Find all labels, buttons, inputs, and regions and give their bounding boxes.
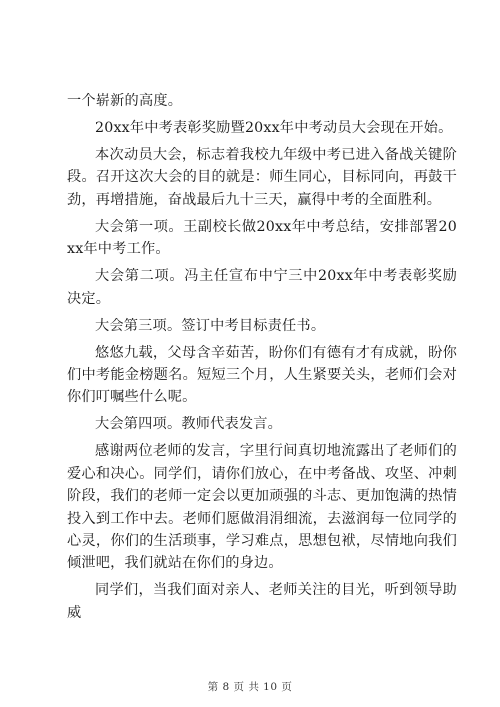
paragraph: 大会第二项。冯主任宣布中宁三中20xx年中考表彰奖励决定。 xyxy=(67,268,457,307)
paragraph: 同学们，当我们面对亲人、老师关注的目光，听到领导助威 xyxy=(67,582,457,621)
paragraph: 感谢两位老师的发言，字里行间真切地流露出了老师们的爱心和决心。同学们，请你们放心，在中考备战、攻坚、冲刺阶段，我们的老师一定会以更加顽强的斗志、更加饱满的热情投入到工作中去。老师们愿做涓涓细流，去滋润每一位同学的心灵，你们的生活琐事，学习难点，思想包袱，尽情地向我们倾泄吧，我们就站在你们的身边。 xyxy=(67,443,457,572)
paragraph: 本次动员大会，标志着我校九年级中考已进入备战关键阶段。召开这次大会的目的就是：师生同心，目标同向，再鼓干劲，再增措施，奋战最后九十三天，赢得中考的全面胜利。 xyxy=(67,147,457,208)
paragraph: 悠悠九载，父母含辛茹苦，盼你们有德有才有成就，盼你们中考能金榜题名。短短三个月，人生紧要关头，老师们会对你们叮嘱些什么呢。 xyxy=(67,344,457,406)
page-footer: 第 8 页 共 10 页 xyxy=(207,681,293,693)
document-body xyxy=(67,90,457,624)
paragraph: 20xx年中考表彰奖励暨20xx年中考动员大会现在开始。 xyxy=(95,120,453,136)
paragraph: 大会第一项。王副校长做20xx年中考总结，安排部署20xx年中考工作。 xyxy=(67,218,457,258)
paragraph: 大会第四项。教师代表发言。 xyxy=(95,416,283,433)
paragraph: 大会第三项。签订中考目标责任书。 xyxy=(95,317,326,334)
paragraph: 一个崭新的高度。 xyxy=(67,93,183,109)
